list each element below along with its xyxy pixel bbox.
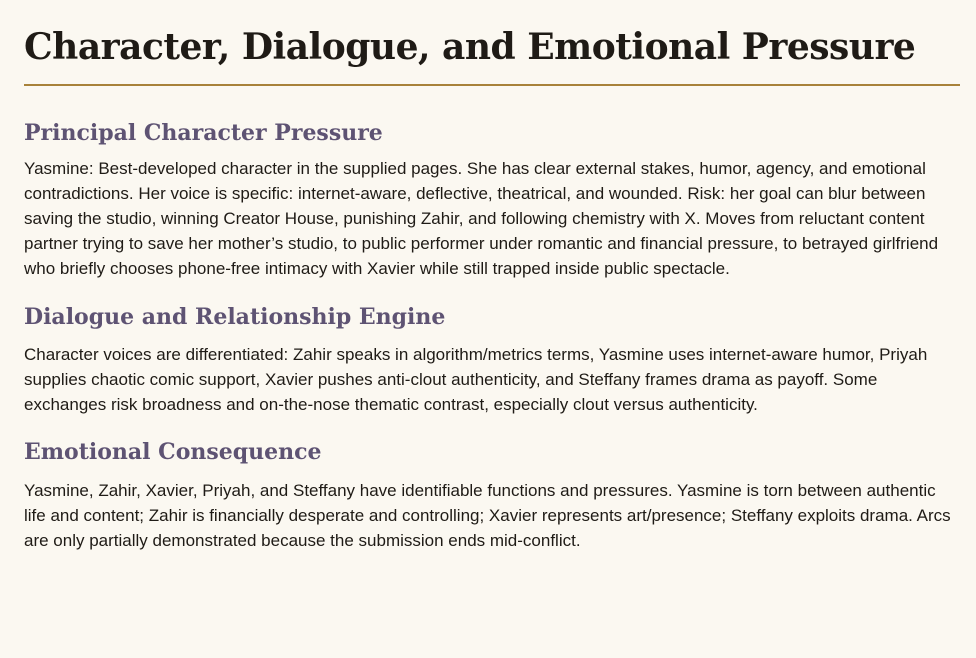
page-title: Character, Dialogue, and Emotional Pressure <box>24 28 960 86</box>
section-body: Character voices are differentiated: Zahir speaks in algorithm/metrics terms, Yasmine uses internet-aware humor, Priyah supplies chaotic comic support, Xavier pushes anti-clout authenticity, and Steffany frames drama as payoff. Some exchanges risk broadness and on-the-nose thematic contrast, especially clout versus authenticity. <box>24 345 928 415</box>
section-heading: Principal Character Pressure <box>24 119 383 146</box>
section-heading: Emotional Consequence <box>24 439 322 466</box>
section-heading: Dialogue and Relationship Engine <box>24 303 446 330</box>
section-principal-character-pressure <box>24 120 960 281</box>
section-dialogue-and-relationship-engine <box>24 304 960 417</box>
section-body: Yasmine: Best-developed character in the supplied pages. She has clear external stakes, humor, agency, and emotional contradictions. Her voice is specific: internet-aware, deflective, theatrical, and wounded. Risk: her goal can blur between saving the studio, winning Creator House, punishing Zahir, and following chemistry with X. Moves from reluctant content partner trying to save her mother’s studio, to public performer under romantic and financial pressure, to betrayed girlfriend who briefly chooses phone-free intimacy with Xavier while still trapped inside public spectacle. <box>24 158 939 278</box>
section-emotional-consequence <box>24 439 960 552</box>
section-body: Yasmine, Zahir, Xavier, Priyah, and Steffany have identifiable functions and pressures. Yasmine is torn between authentic life and content; Zahir is financially desperate and controlling; Xavier represents art/presence; Steffany exploits drama. Arcs are only partially demonstrated because the submission ends mid-conflict. <box>24 480 951 550</box>
